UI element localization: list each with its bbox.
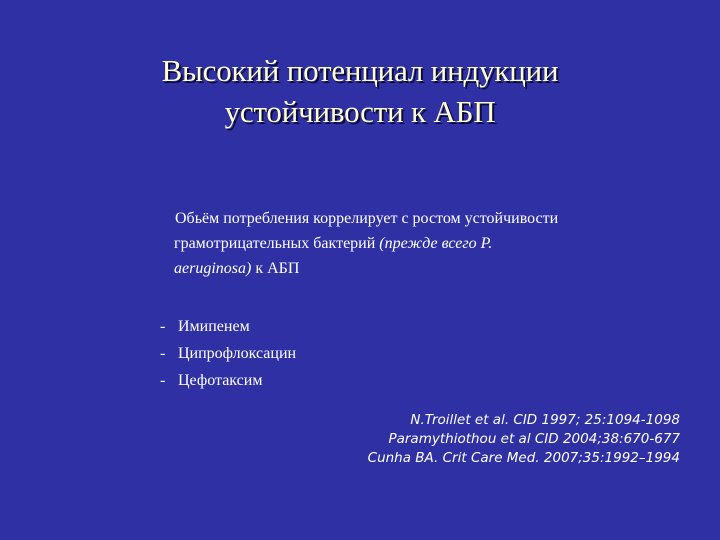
list-dash: - [160, 372, 166, 389]
drug-list [160, 313, 296, 394]
intro-line-3-text: к АБП [251, 260, 300, 277]
intro-line-2-italic: (прежде всего P. [379, 235, 493, 252]
intro-line-2-text: грамотрицательных бактерий [174, 235, 380, 252]
list-dash: - [160, 318, 166, 335]
intro-line-3-italic: aeruginosa) [174, 260, 252, 277]
slide-title [60, 50, 660, 132]
list-item [160, 367, 296, 394]
reference-line: Paramythiothou et al CID 2004;38:670-677 [388, 431, 680, 447]
intro-line-1: Обьём потребления коррелирует с ростом устойчивости [175, 210, 559, 227]
drug-name: Имипенем [178, 318, 250, 335]
references [368, 411, 680, 468]
intro-paragraph [172, 206, 692, 281]
title-line-2: устойчивости к АБП [224, 94, 496, 129]
list-item [160, 340, 296, 367]
title-line-1: Высокий потенциал индукции [161, 53, 559, 88]
list-dash: - [160, 345, 166, 362]
intro-line-3 [172, 256, 692, 281]
list-item [160, 313, 296, 340]
drug-name: Цефотаксим [178, 372, 263, 389]
intro-line-2 [172, 231, 692, 256]
drug-name: Ципрофлоксацин [178, 345, 297, 362]
reference-line: N.Troillet et al. CID 1997; 25:1094-1098 [410, 412, 680, 428]
reference-line: Cunha BA. Crit Care Med. 2007;35:1992–1994 [367, 450, 680, 466]
